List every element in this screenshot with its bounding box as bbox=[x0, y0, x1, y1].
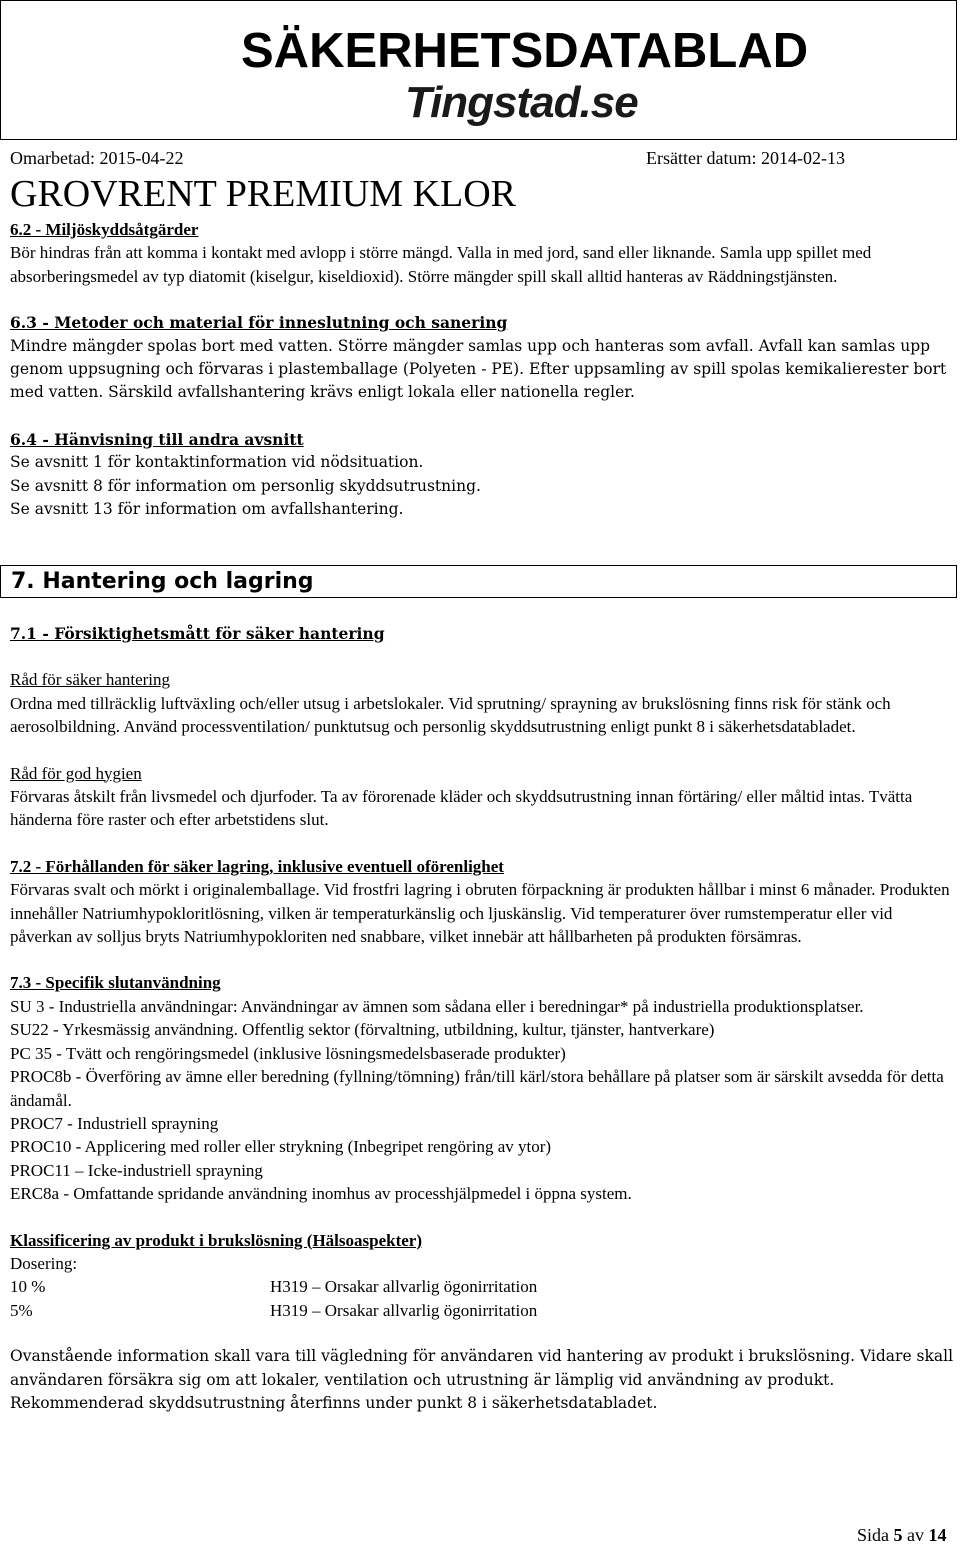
dose-value: 5% bbox=[10, 1300, 33, 1320]
section-7-1-heading: 7.1 - Försiktighetsmått för säker hantering bbox=[10, 624, 385, 643]
section-6-3-heading: 6.3 - Metoder och material för inneslutning och sanering bbox=[10, 313, 508, 333]
section-7-3 bbox=[10, 971, 955, 1205]
hygiene-advice bbox=[10, 762, 955, 832]
end-use-line: PROC11 – Icke-industriell sprayning bbox=[10, 1160, 263, 1180]
section-6-4-line: Se avsnitt 8 för information om personlig skyddsutrustning. bbox=[10, 476, 481, 495]
section-7-header bbox=[0, 565, 957, 598]
safe-handling-text: Ordna med tillräcklig luftväxling och/eller utsug i arbetslokaler. Vid sprutning/ sprayning av brukslösning finns risk för stänk och aerosolbildning. Använd processventilation/ punktutsug och personlig skyddsutrustning enligt punkt 8 i säkerhetsdatabladet. bbox=[10, 693, 891, 737]
replaces-date: Ersätter datum: 2014-02-13 bbox=[646, 148, 845, 168]
section-6-4-line: Se avsnitt 13 för information om avfallshantering. bbox=[10, 500, 404, 519]
section-7-2 bbox=[10, 855, 955, 949]
page-number bbox=[857, 1525, 947, 1546]
end-use-line: PROC8b - Överföring av ämne eller beredning (fyllning/tömning) från/till kärl/stora behållare på platser som är särskilt avsedda för detta ändamål. bbox=[10, 1067, 944, 1110]
end-use-line: ERC8a - Omfattande spridande användning inomhus av processhjälpmedel i öppna system. bbox=[10, 1184, 632, 1204]
section-6-4 bbox=[10, 428, 955, 522]
classification-heading: Klassificering av produkt i brukslösning (Hälsoaspekter) bbox=[10, 1230, 422, 1250]
classification-footer-text: Ovanstående information skall vara till vägledning för användaren vid hantering av produkt i brukslösning. Vidare skall användaren försäkra sig om att lokaler, ventilation och utrustning är lämplig vid användning av produkt. Rekommenderad skyddsutrustning återfinns under punkt 8 i säkerhetsdatabladet. bbox=[10, 1347, 954, 1412]
section-6-3-text: Mindre mängder spolas bort med vatten. Större mängder samlas upp och hanteras som avfall. Avfall kan samlas upp genom uppsugning och förvaras i plastemballage (Polyeten - PE). Efter uppsamling av spill spolas kemikalierester bort med vatten. Särskild avfallshantering krävs enligt lokala eller nationella regler. bbox=[10, 336, 947, 402]
end-use-line: PROC7 - Industriell sprayning bbox=[10, 1113, 219, 1133]
section-6-2-heading: 6.2 - Miljöskyddsåtgärder bbox=[10, 220, 199, 239]
dose-hazard: H319 – Orsakar allvarlig ögonirritation bbox=[270, 1277, 538, 1297]
section-7-2-heading: 7.2 - Förhållanden för säker lagring, inklusive eventuell oförenlighet bbox=[10, 856, 504, 876]
brand-logo: Tingstad.se bbox=[405, 78, 638, 127]
end-use-line: SU 3 - Industriella användningar: Användningar av ämnen som sådana eller i beredningar* på industriella produktionsplatser. bbox=[10, 996, 864, 1016]
date-line bbox=[10, 148, 945, 172]
end-use-line: PC 35 - Tvätt och rengöringsmedel (inklusive lösningsmedelsbaserade produkter) bbox=[10, 1043, 566, 1063]
document-header bbox=[0, 0, 957, 140]
hygiene-text: Förvaras åtskilt från livsmedel och djurfoder. Ta av förorenade kläder och skyddsutrustning innan förtäring/ eller måltid intas. Tvätta händerna före raster och efter arbetstidens slut. bbox=[10, 787, 913, 830]
section-6-3 bbox=[10, 311, 955, 405]
end-use-line: SU22 - Yrkesmässig användning. Offentlig sektor (förvaltning, utbildning, kultur, tjänster, hantverkare) bbox=[10, 1020, 715, 1040]
section-7-3-heading: 7.3 - Specifik slutanvändning bbox=[10, 973, 221, 993]
end-use-line: PROC10 - Applicering med roller eller strykning (Inbegripet rengöring av ytor) bbox=[10, 1137, 552, 1157]
section-6-4-line: Se avsnitt 1 för kontaktinformation vid nödsituation. bbox=[10, 453, 424, 472]
section-7-1 bbox=[10, 622, 955, 645]
section-6-2-text: Bör hindras från att komma i kontakt med avlopp i större mängd. Valla in med jord, sand eller liknande. Samla upp spillet med absorberingsmedel av typ diatomit (kiselgur, kiseldioxid). Större mängder spill skall alltid hanteras av Räddningstjänsten. bbox=[10, 243, 872, 286]
dose-value: 10 % bbox=[10, 1277, 46, 1297]
section-6-content bbox=[10, 218, 955, 544]
section-7-title: 7. Hantering och lagring bbox=[11, 569, 314, 594]
revised-date: Omarbetad: 2015-04-22 bbox=[10, 148, 184, 168]
dose-row bbox=[10, 1275, 955, 1298]
section-6-2 bbox=[10, 218, 955, 288]
safe-handling-advice bbox=[10, 668, 955, 738]
safe-handling-label: Råd för säker hantering bbox=[10, 670, 171, 690]
dose-row bbox=[10, 1299, 955, 1322]
classification bbox=[10, 1229, 955, 1323]
hygiene-label: Råd för god hygien bbox=[10, 763, 142, 783]
classification-footer bbox=[10, 1345, 955, 1415]
page-total: 14 bbox=[928, 1525, 947, 1545]
section-7-2-text: Förvaras svalt och mörkt i originalemballage. Vid frostfri lagring i obruten förpackning är produkten hållbar i minst 6 månader. Produkten innehåller Natriumhypokloritlösning, vilken är temperaturkänslig och ljuskänslig. Vid temperaturer över rumstemperatur eller vid påverkan av solljus bryts Natriumhypokloriten ned snabbare, vilket innebär att hållbarheten på produkten försämras. bbox=[10, 880, 950, 947]
document-title: SÄKERHETSDATABLAD bbox=[241, 24, 809, 78]
page-prefix: Sida bbox=[857, 1525, 890, 1545]
section-6-4-heading: 6.4 - Hänvisning till andra avsnitt bbox=[10, 429, 304, 449]
dosing-label: Dosering: bbox=[10, 1253, 78, 1273]
product-name: GROVRENT PREMIUM KLOR bbox=[10, 173, 517, 215]
page-current: 5 bbox=[893, 1525, 903, 1545]
section-7-content bbox=[10, 622, 955, 1438]
dose-hazard: H319 – Orsakar allvarlig ögonirritation bbox=[270, 1300, 538, 1320]
page-separator: av bbox=[907, 1525, 925, 1545]
